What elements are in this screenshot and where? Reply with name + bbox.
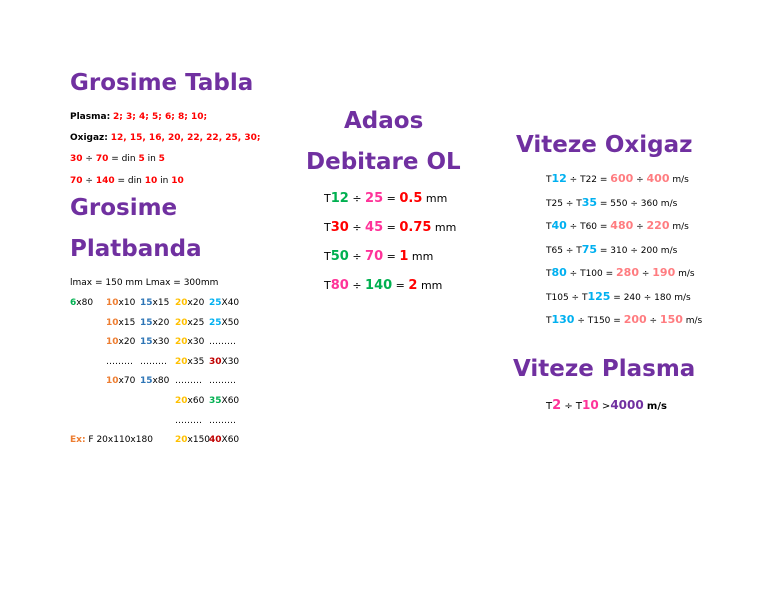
viteze-oxigaz-title: Viteze Oxigaz [516, 132, 693, 158]
adaos-row: T80 ÷ 140 = 2 mm [324, 278, 443, 293]
range1-b: 70 [95, 154, 109, 164]
adaos-row: T30 ÷ 45 = 0.75 mm [324, 220, 457, 235]
oxigaz-row: T65 ÷ T75 = 310 ÷ 200 m/s [546, 242, 678, 256]
plasma-label: Plasma: [70, 112, 111, 122]
plasma-speed-line [546, 398, 667, 413]
grid-cell: 35X60 [209, 396, 240, 406]
grid-cell: 20x20 [175, 298, 205, 308]
range2-a: 70 [70, 176, 83, 186]
grid-cell: 10x15 [106, 317, 136, 328]
viteze-plasma-title: Viteze Plasma [513, 356, 696, 382]
range2-in: in [160, 176, 169, 186]
grid-cell: 15x20 [140, 317, 170, 328]
plasma-v: 4000 [610, 398, 644, 412]
range2-sep: ÷ [85, 176, 93, 186]
range2-step: 10 [144, 176, 158, 186]
range2-b: 140 [95, 176, 115, 186]
range1-line [70, 154, 165, 164]
plasma-line [70, 112, 207, 122]
grosime-tabla-title: Grosime Tabla [70, 70, 254, 96]
oxigaz-row: T25 ÷ T35 = 550 ÷ 360 m/s [546, 195, 678, 209]
adaos-row: T50 ÷ 70 = 1 mm [324, 249, 434, 264]
debitare-ol-title: Debitare OL [306, 149, 461, 175]
oxigaz-row: T105 ÷ T125 = 240 ÷ 180 m/s [546, 289, 691, 303]
grid-cell: ……… [209, 337, 236, 348]
grid-cell: 15x15 [140, 298, 170, 308]
grid-cell: 20x35 [175, 356, 205, 367]
grid-cell: 25X50 [209, 317, 240, 328]
grid-cell: 6x80 [70, 298, 94, 308]
range1-text: = din [111, 154, 136, 164]
grid-cell: 20x25 [175, 317, 205, 328]
oxigaz-line [70, 133, 260, 143]
grid-cell: 10x20 [106, 337, 136, 348]
grid-cell: ……… [209, 415, 236, 426]
plasma-unit: m/s [646, 401, 667, 412]
oxigaz-row: T40 ÷ T60 = 480 ÷ 220 m/s [546, 219, 689, 232]
adaos-row: T12 ÷ 25 = 0.5 mm [324, 191, 448, 206]
grid-cell: 40X60 [209, 435, 240, 446]
range2-step2: 10 [171, 176, 184, 186]
grid-cell: ……… [175, 376, 202, 387]
grid-cell: 20x30 [175, 337, 205, 348]
range1-in: in [147, 154, 156, 164]
range1-a: 30 [70, 154, 83, 164]
range1-step2: 5 [158, 154, 165, 164]
grosime-platbanda-title-1: Grosime [70, 195, 178, 221]
limits-line: lmax = 150 mm Lmax = 300mm [70, 278, 219, 288]
adaos-title: Adaos [344, 108, 424, 134]
grid-cell: 20x60 [175, 396, 205, 406]
grid-cell: 15x30 [140, 337, 170, 348]
grosime-platbanda-title-2: Platbanda [70, 236, 202, 262]
range1-sep: ÷ [85, 154, 93, 164]
grid-cell: 10x10 [106, 298, 136, 308]
plasma-t2: T [575, 401, 583, 412]
plasma-values: 2; 3; 4; 5; 6; 8; 10; [113, 112, 208, 122]
plasma-gt: > [601, 401, 611, 412]
oxigaz-row: T80 ÷ T100 = 280 ÷ 190 m/s [546, 266, 695, 279]
grid-cell: ……… [106, 356, 133, 367]
range2-line [70, 176, 184, 186]
grid-cell: 30X30 [209, 356, 240, 367]
grid-cell: 25X40 [209, 298, 240, 308]
plasma-b: 10 [582, 398, 599, 412]
grid-cell: 20x150 [175, 435, 211, 446]
oxigaz-row: T130 ÷ T150 = 200 ÷ 150 m/s [546, 313, 703, 326]
plasma-op: ÷ [564, 401, 573, 412]
grid-cell: 15x80 [140, 376, 170, 387]
plasma-a: 2 [552, 398, 562, 413]
grid-cell: 10x70 [106, 376, 136, 387]
range1-step: 5 [138, 154, 145, 164]
grid-cell: ……… [209, 376, 236, 387]
oxigaz-label: Oxigaz: [70, 133, 108, 143]
plasma-t1: T [546, 401, 553, 412]
oxigaz-values: 12, 15, 16, 20, 22, 22, 25, 30; [110, 133, 261, 143]
grid-cell: Ex: F 20x110x180 [70, 435, 153, 446]
grid-cell: ……… [175, 415, 202, 426]
range2-text: = din [117, 176, 142, 186]
oxigaz-row: T12 ÷ T22 = 600 ÷ 400 m/s [546, 172, 689, 185]
grid-cell: ……… [140, 356, 167, 367]
